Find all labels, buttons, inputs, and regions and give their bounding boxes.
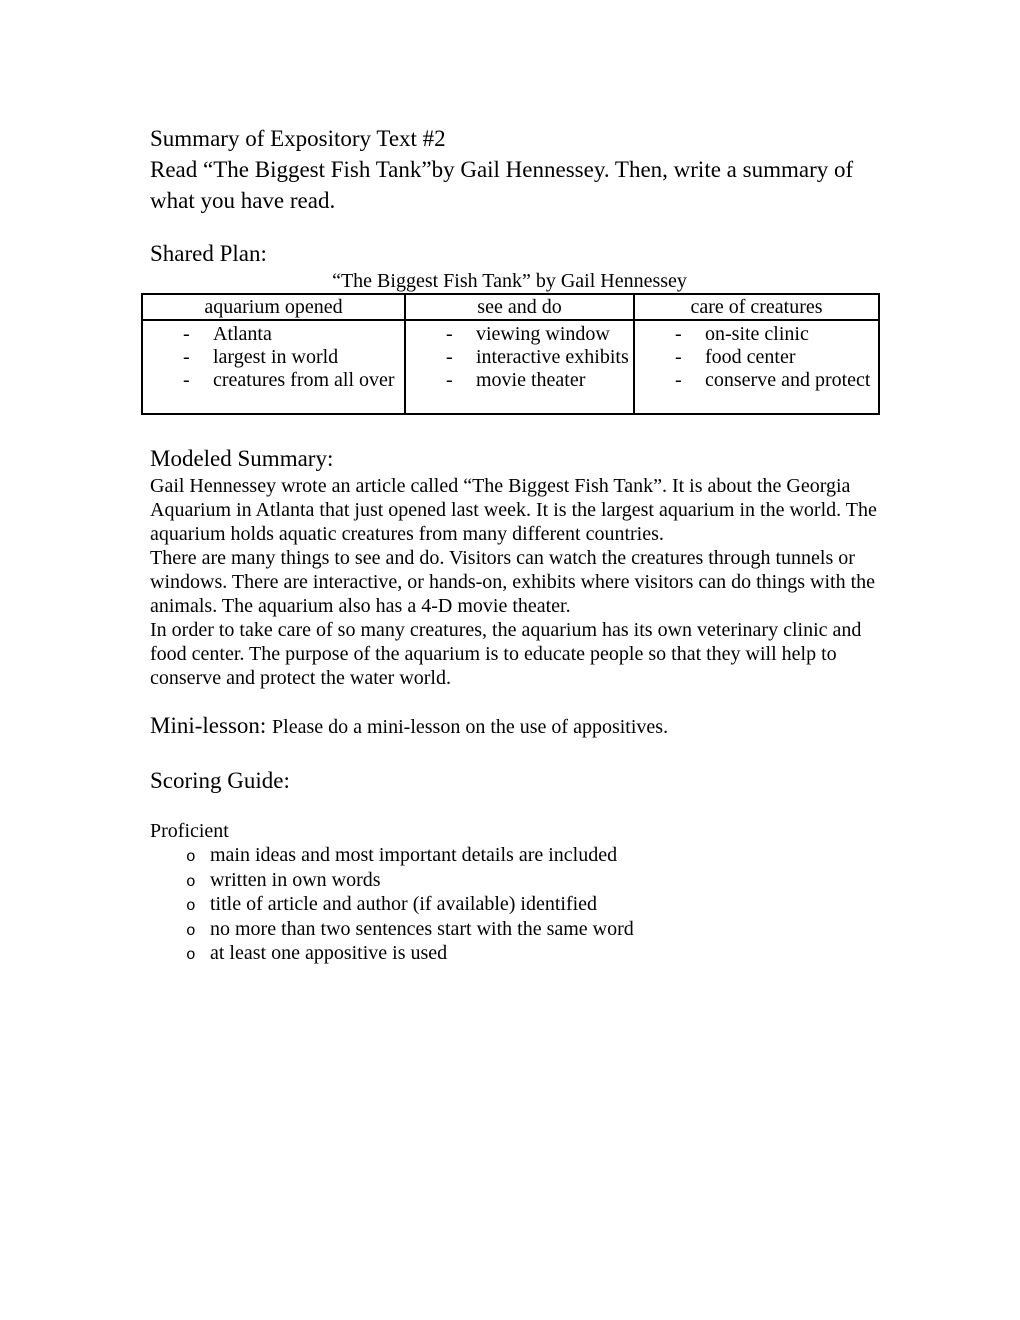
circle-bullet: o (186, 897, 196, 915)
list-item (635, 323, 876, 346)
dash-bullet: - (675, 369, 682, 391)
list-item-text: movie theater (476, 369, 586, 391)
table-header-row (142, 294, 879, 320)
cell-see-and-do (405, 320, 634, 414)
shared-plan-table (141, 293, 880, 415)
column-header-aquarium-opened: aquarium opened (142, 294, 405, 320)
circle-bullet: o (186, 921, 196, 940)
list-item (143, 346, 402, 369)
list-item-text: largest in world (213, 346, 339, 368)
dash-bullet: - (446, 323, 453, 345)
criteria-item-text: written in own words (210, 868, 381, 891)
list-item (406, 323, 631, 346)
criteria-item-text: no more than two sentences start with the same word (210, 917, 634, 940)
list-item (406, 346, 631, 369)
dash-bullet: - (183, 346, 190, 368)
criteria-item (150, 917, 887, 942)
dash-bullet: - (183, 323, 190, 345)
criteria-item (150, 868, 887, 893)
cell-aquarium-opened (142, 320, 405, 414)
document-instructions: Read “The Biggest Fish Tank”by Gail Hennessey. Then, write a summary of what you have read. (150, 157, 854, 213)
list-item (635, 346, 876, 369)
summary-paragraph: In order to take care of so many creatures, the aquarium has its own veterinary clinic and food center. The purpose of the aquarium is to educate people so that they will help to conserve and protect the water world. (150, 619, 862, 689)
document-title-block (150, 123, 887, 216)
dash-bullet: - (446, 346, 453, 368)
list-item (635, 369, 876, 392)
list-item-text: Atlanta (213, 323, 272, 345)
list-item-text: interactive exhibits (476, 346, 629, 368)
table-caption: “The Biggest Fish Tank” by Gail Hennessey (332, 270, 687, 292)
proficiency-level-label: Proficient (150, 820, 229, 842)
column-header-care-of-creatures: care of creatures (634, 294, 879, 320)
dash-bullet: - (675, 346, 682, 368)
list-item (143, 323, 402, 346)
criteria-list (150, 843, 887, 966)
column-header-see-and-do: see and do (405, 294, 634, 320)
scoring-guide-heading: Scoring Guide: (150, 768, 290, 793)
circle-bullet: o (186, 848, 196, 866)
dash-bullet: - (183, 369, 190, 391)
criteria-item-text: at least one appositive is used (210, 942, 448, 964)
circle-bullet: o (186, 872, 196, 891)
list-item-text: creatures from all over (213, 369, 395, 391)
criteria-item (150, 892, 887, 917)
summary-paragraph: Gail Hennessey wrote an article called “The Biggest Fish Tank”. It is about the Georgia Aquarium in Atlanta that just opened last week. It is the largest aquarium in the world. The aquarium holds aquatic creatures from many different countries. (150, 475, 877, 545)
mini-lesson-heading: Mini-lesson: (150, 713, 267, 738)
table-body-row (142, 320, 879, 414)
modeled-summary-heading: Modeled Summary: (150, 446, 334, 471)
list-item-text: on-site clinic (705, 323, 809, 345)
cell-care-of-creatures (634, 320, 879, 414)
summary-paragraph: There are many things to see and do. Visitors can watch the creatures through tunnels or windows. There are interactive, or hands-on, exhibits where visitors can do things with the animals. The aquarium also has a 4-D movie theater. (150, 547, 876, 617)
list-item (406, 369, 631, 392)
list-item-text: food center (705, 346, 796, 368)
criteria-item (150, 843, 887, 868)
list-item (143, 369, 402, 392)
dash-bullet: - (675, 323, 682, 345)
criteria-item (150, 941, 887, 966)
list-item-text: viewing window (476, 323, 610, 345)
mini-lesson-line (150, 710, 887, 743)
document-content (150, 123, 887, 966)
criteria-item-text: title of article and author (if available) identified (210, 893, 598, 915)
dash-bullet: - (446, 369, 453, 391)
criteria-item-text: main ideas and most important details are included (210, 844, 618, 866)
shared-plan-heading: Shared Plan: (150, 241, 267, 266)
list-item-text: conserve and protect (705, 369, 871, 391)
circle-bullet: o (186, 946, 196, 964)
document-title: Summary of Expository Text #2 (150, 126, 446, 151)
mini-lesson-text: Please do a mini-lesson on the use of appositives. (272, 716, 669, 738)
